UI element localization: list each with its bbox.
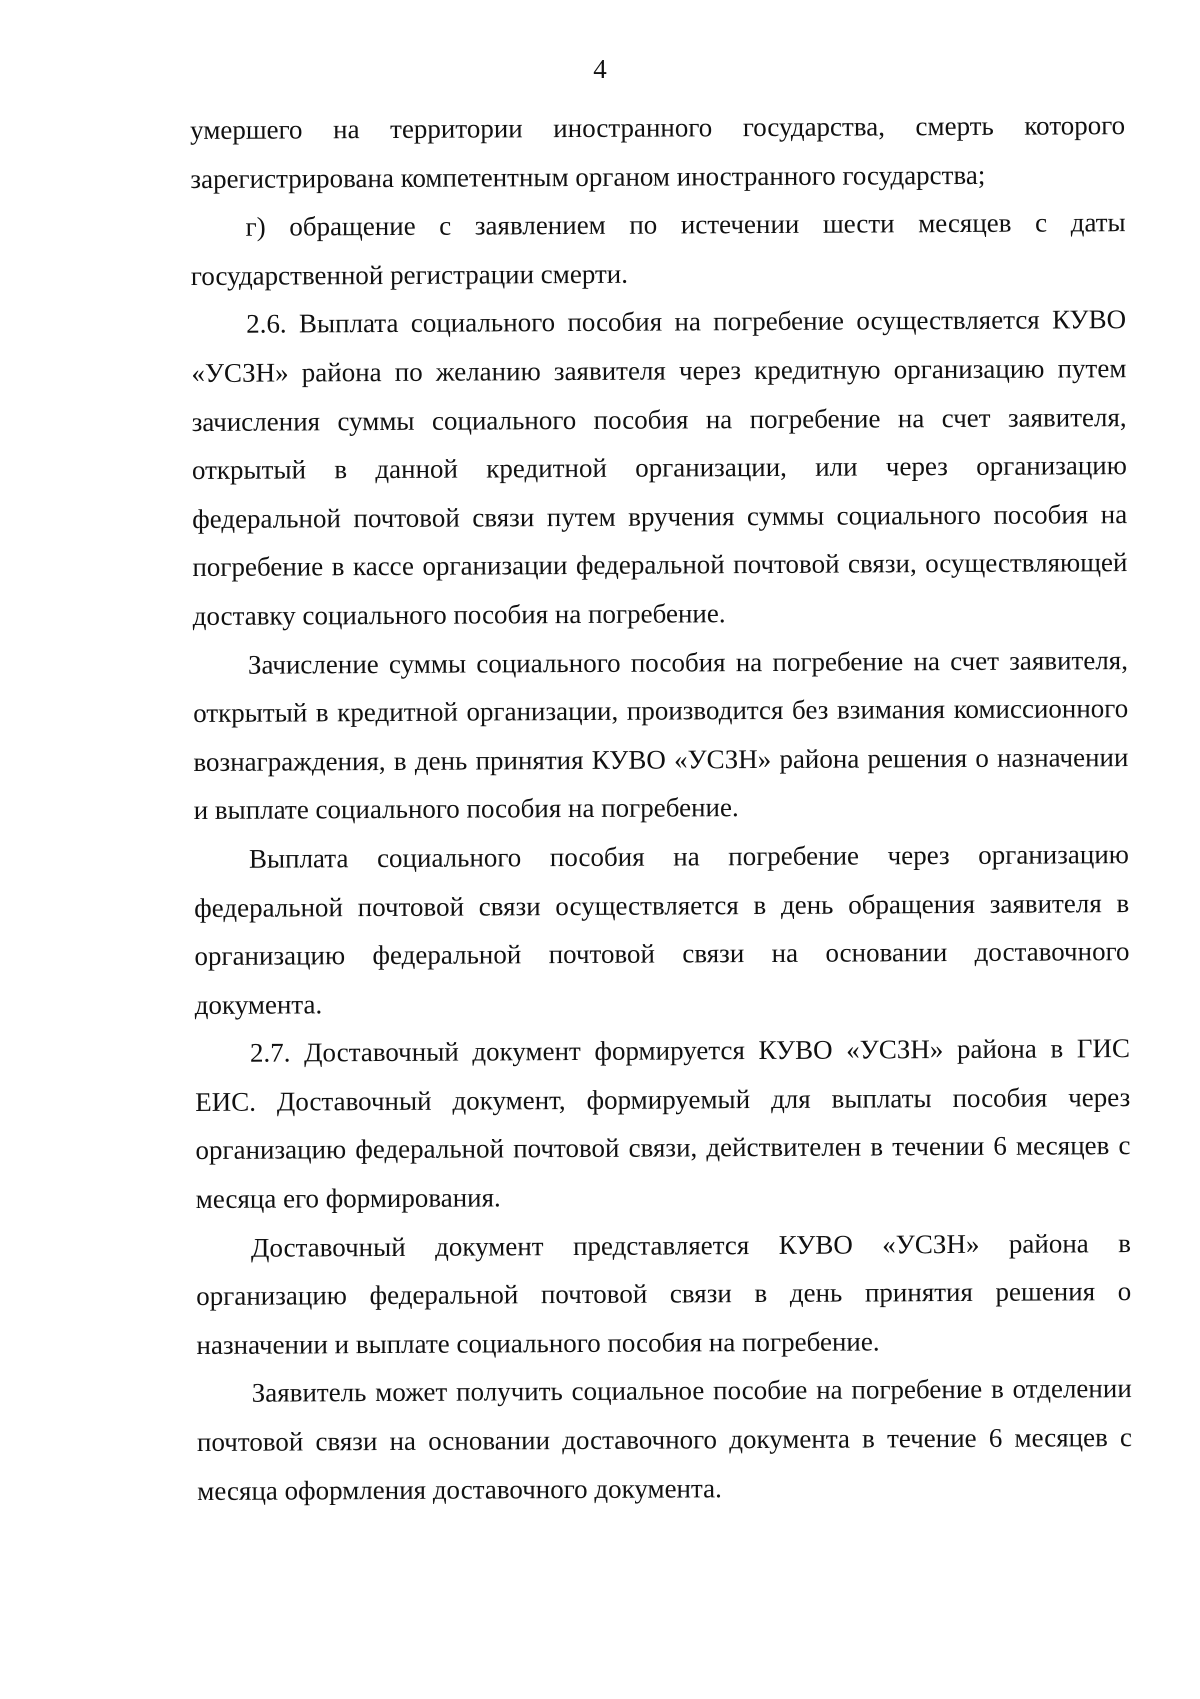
paragraph-continuation: умершего на территории иностранного государства, смерть которого зарегистрирована компетентным органом иностранного государства; [190,110,1126,194]
paragraph-postal-payment: Выплата социального пособия на погребение через организацию федеральной почтовой связи осуществляется в день обращения заявителя в организацию федеральной почтовой связи на основании доставочного документа. [194,839,1130,1020]
paragraph-applicant-receipt: Заявитель может получить социальное пособие на погребение в отделении почтовой связи на основании доставочного документа в течение 6 месяцев с месяца оформления доставочного документа. [196,1373,1133,1506]
paragraph-item-g: г) обращение с заявлением по истечении шести месяцев с даты государственной регистрации смерти. [190,207,1126,291]
document-body [190,101,1132,1515]
paragraph-account-crediting: Зачисление суммы социального пособия на погребение на счет заявителя, открытый в кредитной организации, производится без взимания комиссионного вознаграждения, в день принятия КУВО «УСЗН» района решения о назначении и выплате социального пособия на погребение. [193,644,1129,826]
page-number: 4 [593,54,607,84]
paragraph-document-submission: Доставочный документ представляется КУВО «УСЗН» района в организацию федеральной почтовой связи в день принятия решения о назначении и выплате социального пособия на погребение. [196,1227,1132,1360]
paragraph-2-6: 2.6. Выплата социального пособия на погребение осуществляется КУВО «УСЗН» района по желанию заявителя через кредитную организацию путем зачисления суммы социального пособия на погребение на счет заявителя, открытый в данной кредитной организации, или через организацию федеральной почтовой связи путем вручения суммы социального пособия на погребение в кассе организации федеральной почтовой связи, осуществляющей доставку социального пособия на погребение. [191,304,1128,631]
paragraph-2-7: 2.7. Доставочный документ формируется КУВО «УСЗН» района в ГИС ЕИС. Доставочный документ, формируемый для выплаты пособия через организацию федеральной почтовой связи, действителен в течении 6 месяцев с месяца его формирования. [195,1033,1131,1215]
